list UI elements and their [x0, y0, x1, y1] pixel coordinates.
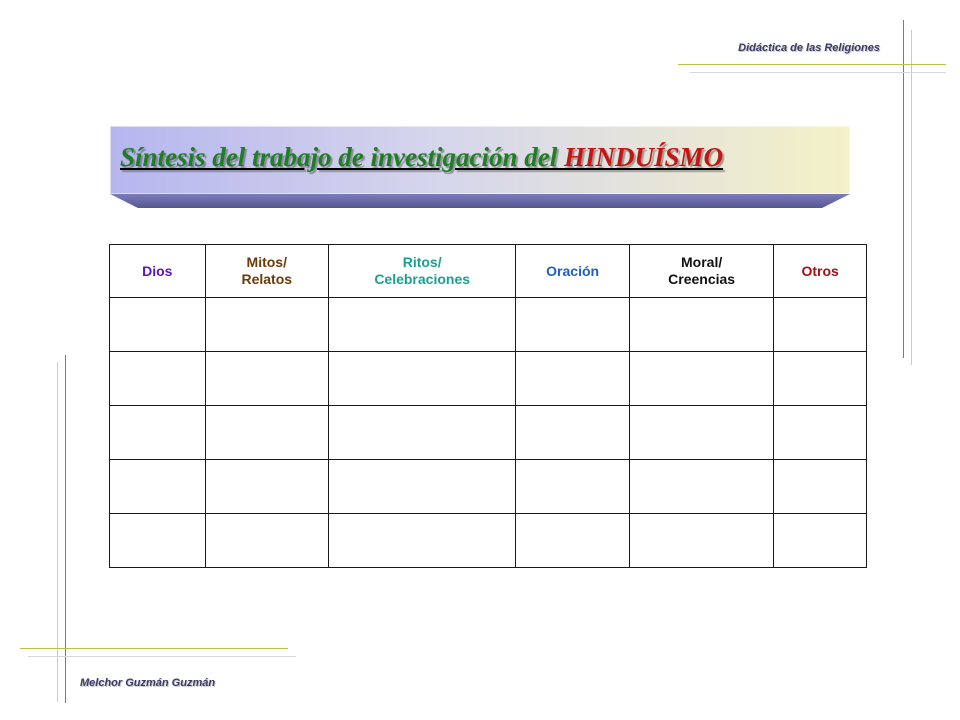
column-header-label: Moral/ — [681, 254, 723, 270]
slide-title-main: Síntesis del trabajo de investigación del — [120, 142, 564, 172]
column-header — [205, 245, 328, 298]
decorative-rule-horizontal-top-light — [690, 72, 946, 73]
column-header — [329, 245, 516, 298]
column-header-label: Dios — [142, 262, 173, 279]
table-cell[interactable] — [516, 406, 630, 460]
decorative-rule-horizontal-top — [678, 64, 946, 65]
column-header-label: Oración — [546, 262, 600, 279]
table-header-row — [110, 245, 867, 298]
decorative-rule-vertical-bottom-light — [57, 362, 58, 702]
table-cell[interactable] — [110, 406, 206, 460]
table-cell[interactable] — [110, 352, 206, 406]
decorative-rule-vertical-top-light — [911, 30, 912, 365]
table-cell[interactable] — [629, 406, 773, 460]
table-cell[interactable] — [205, 514, 328, 568]
title-banner — [110, 126, 850, 194]
table-cell[interactable] — [629, 460, 773, 514]
column-header-label: Otros — [801, 262, 839, 279]
table-cell[interactable] — [329, 298, 516, 352]
column-header-label-line2: Celebraciones — [374, 271, 471, 287]
decorative-rule-horizontal-bottom — [20, 648, 288, 649]
table-cell[interactable] — [774, 460, 867, 514]
decorative-rule-vertical-bottom — [65, 355, 66, 703]
table-cell[interactable] — [329, 406, 516, 460]
table-row — [110, 406, 867, 460]
table-cell[interactable] — [629, 352, 773, 406]
table-cell[interactable] — [629, 514, 773, 568]
table-row — [110, 460, 867, 514]
table-cell[interactable] — [329, 514, 516, 568]
table-row — [110, 352, 867, 406]
column-header — [110, 245, 206, 298]
table-body — [110, 298, 867, 568]
author-name: Melchor Guzmán Guzmán — [80, 677, 216, 689]
table-cell[interactable] — [205, 352, 328, 406]
table-cell[interactable] — [205, 460, 328, 514]
column-header-label: Mitos/ — [246, 254, 287, 270]
decorative-rule-horizontal-bottom-light — [28, 656, 296, 657]
banner-bevel — [110, 194, 850, 208]
table-cell[interactable] — [629, 298, 773, 352]
column-header-label-line2: Creencias — [668, 271, 736, 287]
column-header — [516, 245, 630, 298]
column-header — [629, 245, 773, 298]
table-cell[interactable] — [516, 514, 630, 568]
table-cell[interactable] — [110, 298, 206, 352]
table-cell[interactable] — [110, 514, 206, 568]
synthesis-table — [109, 244, 867, 568]
table-cell[interactable] — [516, 298, 630, 352]
table-cell[interactable] — [110, 460, 206, 514]
table-cell[interactable] — [516, 460, 630, 514]
table-cell[interactable] — [329, 352, 516, 406]
table-cell[interactable] — [774, 298, 867, 352]
table-cell[interactable] — [205, 298, 328, 352]
table-row — [110, 298, 867, 352]
table-cell[interactable] — [516, 352, 630, 406]
slide-title-accent: HINDUÍSMO — [564, 142, 724, 172]
column-header-label-line2: Relatos — [241, 271, 293, 287]
column-header — [774, 245, 867, 298]
slide-title — [120, 142, 723, 173]
decorative-rule-vertical-top — [903, 20, 904, 358]
table-cell[interactable] — [774, 406, 867, 460]
column-header-label: Ritos/ — [402, 254, 442, 270]
course-title: Didáctica de las Religiones — [738, 42, 880, 54]
table-cell[interactable] — [774, 352, 867, 406]
table-row — [110, 514, 867, 568]
table-cell[interactable] — [205, 406, 328, 460]
table-cell[interactable] — [774, 514, 867, 568]
table-cell[interactable] — [329, 460, 516, 514]
